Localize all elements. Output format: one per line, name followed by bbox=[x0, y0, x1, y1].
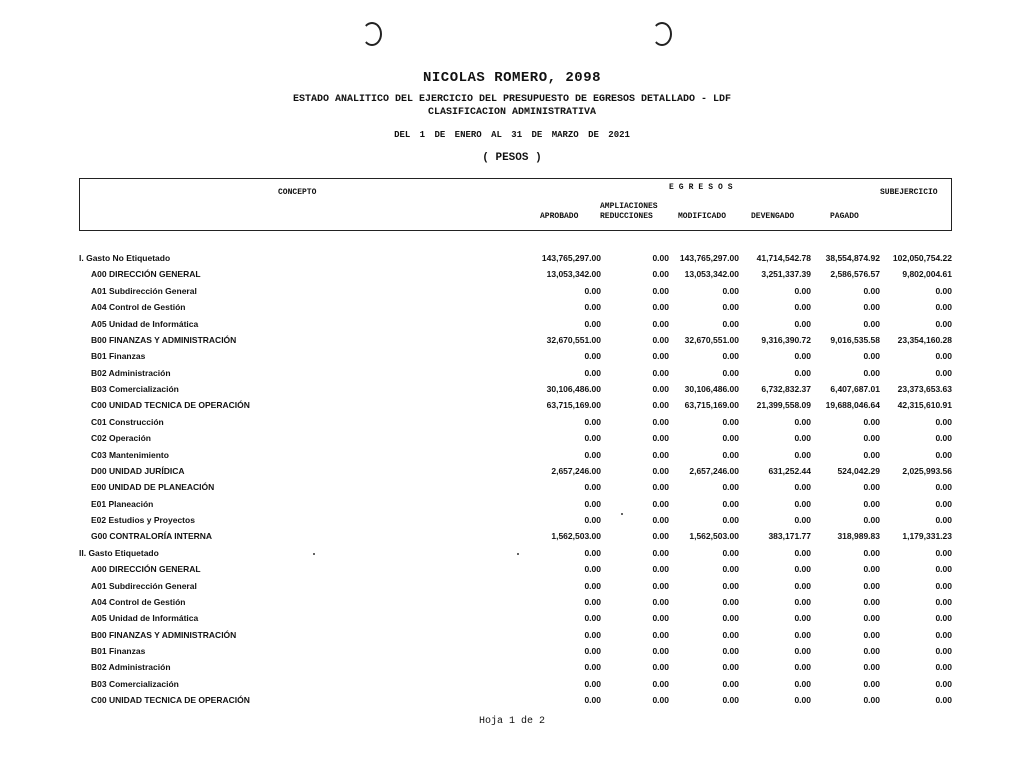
column-header-subejercicio: SUBEJERCICIO bbox=[880, 188, 938, 197]
cell-devengado: 9,316,390.72 bbox=[761, 334, 811, 345]
cell-modificado: 0.00 bbox=[722, 564, 739, 575]
table-row bbox=[0, 266, 1024, 282]
row-concepto: B00 FINANZAS Y ADMINISTRACIÓN bbox=[91, 334, 237, 345]
row-concepto: B00 FINANZAS Y ADMINISTRACIÓN bbox=[91, 629, 237, 640]
cell-ampliaciones-reducciones: 0.00 bbox=[652, 269, 669, 280]
row-concepto: I. Gasto No Etiquetado bbox=[79, 253, 171, 263]
row-concepto: B01 Finanzas bbox=[91, 646, 146, 656]
cell-aprobado: 0.00 bbox=[584, 285, 601, 296]
cell-devengado: 0.00 bbox=[794, 646, 811, 656]
cell-devengado: 0.00 bbox=[794, 351, 811, 362]
cell-modificado: 0.00 bbox=[722, 367, 739, 378]
column-header-concepto: CONCEPTO bbox=[278, 188, 317, 197]
cell-subejercicio: 0.00 bbox=[935, 416, 952, 427]
cell-subejercicio: 0.00 bbox=[935, 498, 952, 509]
cell-pagado: 524,042.29 bbox=[837, 465, 880, 476]
table-row bbox=[0, 545, 1024, 561]
column-group-egresos: EGRESOS bbox=[669, 183, 738, 192]
binder-hole-right bbox=[652, 22, 672, 46]
table-row bbox=[0, 578, 1024, 594]
cell-subejercicio: 0.00 bbox=[935, 302, 952, 313]
table-row bbox=[0, 627, 1024, 643]
cell-devengado: 0.00 bbox=[794, 482, 811, 493]
table-row bbox=[0, 659, 1024, 675]
cell-aprobado: 0.00 bbox=[584, 662, 601, 673]
row-concepto: E02 Estudios y Proyectos bbox=[91, 515, 195, 525]
table-row bbox=[0, 512, 1024, 528]
cell-pagado: 318,989.83 bbox=[837, 531, 880, 542]
cell-subejercicio: 0.00 bbox=[935, 515, 952, 525]
cell-devengado: 41,714,542.78 bbox=[756, 253, 811, 263]
table-row bbox=[0, 594, 1024, 610]
cell-subejercicio: 0.00 bbox=[935, 613, 952, 624]
cell-devengado: 0.00 bbox=[794, 449, 811, 460]
report-period: DEL 1 DE ENERO AL 31 DE MARZO DE 2021 bbox=[394, 130, 630, 140]
table-row bbox=[0, 496, 1024, 512]
cell-aprobado: 0.00 bbox=[584, 646, 601, 656]
page-number: Hoja 1 de 2 bbox=[478, 716, 545, 727]
row-concepto: B03 Comercialización bbox=[91, 384, 179, 394]
table-row bbox=[0, 316, 1024, 332]
row-concepto: A05 Unidad de Informática bbox=[91, 613, 199, 624]
cell-ampliaciones-reducciones: 0.00 bbox=[652, 646, 669, 656]
cell-pagado: 0.00 bbox=[863, 433, 880, 444]
table-row bbox=[0, 676, 1024, 692]
column-header-reducciones: REDUCCIONES bbox=[600, 212, 653, 221]
cell-modificado: 32,670,551.00 bbox=[684, 334, 739, 345]
table-row bbox=[0, 463, 1024, 479]
cell-devengado: 3,251,337.39 bbox=[761, 269, 811, 280]
cell-subejercicio: 0.00 bbox=[935, 433, 952, 444]
cell-modificado: 0.00 bbox=[722, 285, 739, 296]
table-row bbox=[0, 332, 1024, 348]
cell-ampliaciones-reducciones: 0.00 bbox=[652, 531, 669, 542]
row-concepto: B02 Administración bbox=[91, 367, 171, 378]
cell-pagado: 0.00 bbox=[863, 302, 880, 313]
cell-ampliaciones-reducciones: 0.00 bbox=[652, 498, 669, 509]
cell-aprobado: 0.00 bbox=[584, 629, 601, 640]
cell-ampliaciones-reducciones: 0.00 bbox=[652, 564, 669, 575]
cell-pagado: 0.00 bbox=[863, 285, 880, 296]
cell-ampliaciones-reducciones: 0.00 bbox=[652, 416, 669, 427]
cell-aprobado: 1,562,503.00 bbox=[551, 531, 601, 542]
row-concepto: B02 Administración bbox=[91, 662, 171, 673]
cell-modificado: 0.00 bbox=[722, 498, 739, 509]
cell-devengado: 0.00 bbox=[794, 367, 811, 378]
cell-subejercicio: 0.00 bbox=[935, 596, 952, 607]
cell-modificado: 13,053,342.00 bbox=[684, 269, 739, 280]
row-concepto: C03 Mantenimiento bbox=[91, 449, 169, 460]
cell-pagado: 0.00 bbox=[863, 318, 880, 329]
cell-ampliaciones-reducciones: 0.00 bbox=[652, 515, 669, 525]
cell-subejercicio: 1,179,331.23 bbox=[902, 531, 952, 542]
cell-aprobado: 0.00 bbox=[584, 547, 601, 558]
cell-aprobado: 0.00 bbox=[584, 302, 601, 313]
cell-modificado: 2,657,246.00 bbox=[689, 465, 739, 476]
cell-devengado: 0.00 bbox=[794, 564, 811, 575]
cell-aprobado: 63,715,169.00 bbox=[546, 400, 601, 411]
cell-pagado: 0.00 bbox=[863, 482, 880, 493]
table-row bbox=[0, 643, 1024, 659]
cell-pagado: 0.00 bbox=[863, 613, 880, 624]
cell-ampliaciones-reducciones: 0.00 bbox=[652, 596, 669, 607]
table-row bbox=[0, 692, 1024, 708]
cell-pagado: 6,407,687.01 bbox=[830, 384, 880, 394]
table-row bbox=[0, 610, 1024, 626]
cell-modificado: 0.00 bbox=[722, 482, 739, 493]
cell-pagado: 0.00 bbox=[863, 646, 880, 656]
cell-pagado: 0.00 bbox=[863, 596, 880, 607]
cell-aprobado: 0.00 bbox=[584, 416, 601, 427]
cell-subejercicio: 0.00 bbox=[935, 662, 952, 673]
cell-devengado: 0.00 bbox=[794, 433, 811, 444]
cell-subejercicio: 42,315,610.91 bbox=[897, 400, 952, 411]
cell-devengado: 0.00 bbox=[794, 596, 811, 607]
report-subtitle: CLASIFICACION ADMINISTRATIVA bbox=[427, 107, 597, 118]
cell-pagado: 0.00 bbox=[863, 662, 880, 673]
scan-speck bbox=[517, 553, 519, 555]
cell-ampliaciones-reducciones: 0.00 bbox=[652, 318, 669, 329]
scan-speck bbox=[621, 513, 623, 515]
cell-ampliaciones-reducciones: 0.00 bbox=[652, 465, 669, 476]
cell-aprobado: 0.00 bbox=[584, 367, 601, 378]
cell-modificado: 143,765,297.00 bbox=[679, 253, 739, 263]
cell-modificado: 0.00 bbox=[722, 302, 739, 313]
row-concepto: E01 Planeación bbox=[91, 498, 154, 509]
table-row bbox=[0, 479, 1024, 495]
cell-ampliaciones-reducciones: 0.00 bbox=[652, 285, 669, 296]
row-concepto: A01 Subdirección General bbox=[91, 580, 197, 591]
cell-aprobado: 0.00 bbox=[584, 318, 601, 329]
cell-ampliaciones-reducciones: 0.00 bbox=[652, 400, 669, 411]
cell-modificado: 0.00 bbox=[722, 695, 739, 706]
cell-devengado: 0.00 bbox=[794, 285, 811, 296]
cell-modificado: 0.00 bbox=[722, 613, 739, 624]
cell-pagado: 19,688,046.64 bbox=[825, 400, 880, 411]
cell-pagado: 0.00 bbox=[863, 498, 880, 509]
currency-label: ( PESOS ) bbox=[482, 152, 542, 164]
cell-ampliaciones-reducciones: 0.00 bbox=[652, 367, 669, 378]
cell-pagado: 0.00 bbox=[863, 416, 880, 427]
cell-aprobado: 0.00 bbox=[584, 580, 601, 591]
cell-aprobado: 0.00 bbox=[584, 613, 601, 624]
cell-subejercicio: 0.00 bbox=[935, 367, 952, 378]
column-header-aprobado: APROBADO bbox=[540, 212, 579, 221]
table-row bbox=[0, 397, 1024, 413]
cell-modificado: 0.00 bbox=[722, 662, 739, 673]
cell-pagado: 9,016,535.58 bbox=[830, 334, 880, 345]
report-title: ESTADO ANALITICO DEL EJERCICIO DEL PRESUPUESTO DE EGRESOS DETALLADO - LDF bbox=[292, 94, 732, 105]
row-concepto: A01 Subdirección General bbox=[91, 285, 197, 296]
table-row bbox=[0, 561, 1024, 577]
cell-subejercicio: 2,025,993.56 bbox=[902, 465, 952, 476]
row-concepto: C00 UNIDAD TECNICA DE OPERACIÓN bbox=[91, 400, 250, 411]
cell-modificado: 0.00 bbox=[722, 547, 739, 558]
table-row bbox=[0, 430, 1024, 446]
cell-devengado: 0.00 bbox=[794, 416, 811, 427]
cell-modificado: 0.00 bbox=[722, 629, 739, 640]
cell-modificado: 0.00 bbox=[722, 433, 739, 444]
row-concepto: C00 UNIDAD TECNICA DE OPERACIÓN bbox=[91, 695, 250, 706]
table-row bbox=[0, 365, 1024, 381]
table-row bbox=[0, 348, 1024, 364]
table-body bbox=[0, 250, 1024, 709]
cell-modificado: 0.00 bbox=[722, 351, 739, 362]
cell-subejercicio: 0.00 bbox=[935, 646, 952, 656]
cell-devengado: 0.00 bbox=[794, 302, 811, 313]
table-row bbox=[0, 381, 1024, 397]
table-row bbox=[0, 283, 1024, 299]
row-concepto: A00 DIRECCIÓN GENERAL bbox=[91, 269, 201, 280]
cell-pagado: 0.00 bbox=[863, 367, 880, 378]
cell-devengado: 0.00 bbox=[794, 613, 811, 624]
scan-speck bbox=[313, 553, 315, 555]
cell-pagado: 0.00 bbox=[863, 351, 880, 362]
cell-pagado: 0.00 bbox=[863, 449, 880, 460]
cell-ampliaciones-reducciones: 0.00 bbox=[652, 580, 669, 591]
cell-pagado: 0.00 bbox=[863, 564, 880, 575]
cell-subejercicio: 0.00 bbox=[935, 580, 952, 591]
row-concepto: C01 Construcción bbox=[91, 416, 164, 427]
row-concepto: II. Gasto Etiquetado bbox=[79, 547, 159, 558]
cell-devengado: 0.00 bbox=[794, 515, 811, 525]
cell-aprobado: 143,765,297.00 bbox=[541, 253, 601, 263]
cell-devengado: 0.00 bbox=[794, 318, 811, 329]
cell-aprobado: 0.00 bbox=[584, 596, 601, 607]
cell-ampliaciones-reducciones: 0.00 bbox=[652, 613, 669, 624]
cell-subejercicio: 0.00 bbox=[935, 695, 952, 706]
cell-subejercicio: 0.00 bbox=[935, 482, 952, 493]
cell-ampliaciones-reducciones: 0.00 bbox=[652, 433, 669, 444]
cell-subejercicio: 0.00 bbox=[935, 678, 952, 689]
cell-aprobado: 0.00 bbox=[584, 515, 601, 525]
cell-modificado: 0.00 bbox=[722, 515, 739, 525]
row-concepto: C02 Operación bbox=[91, 433, 151, 444]
cell-ampliaciones-reducciones: 0.00 bbox=[652, 351, 669, 362]
cell-ampliaciones-reducciones: 0.00 bbox=[652, 547, 669, 558]
row-concepto: A05 Unidad de Informática bbox=[91, 318, 199, 329]
cell-modificado: 0.00 bbox=[722, 596, 739, 607]
cell-pagado: 0.00 bbox=[863, 678, 880, 689]
cell-pagado: 0.00 bbox=[863, 547, 880, 558]
cell-aprobado: 0.00 bbox=[584, 433, 601, 444]
table-row bbox=[0, 250, 1024, 266]
cell-devengado: 631,252.44 bbox=[768, 465, 811, 476]
cell-subejercicio: 102,050,754.22 bbox=[892, 253, 952, 263]
cell-aprobado: 30,106,486.00 bbox=[546, 384, 601, 394]
table-row bbox=[0, 414, 1024, 430]
cell-modificado: 30,106,486.00 bbox=[684, 384, 739, 394]
cell-aprobado: 0.00 bbox=[584, 564, 601, 575]
cell-subejercicio: 0.00 bbox=[935, 629, 952, 640]
table-header bbox=[79, 178, 952, 231]
cell-subejercicio: 0.00 bbox=[935, 547, 952, 558]
cell-subejercicio: 23,354,160.28 bbox=[897, 334, 952, 345]
table-row bbox=[0, 528, 1024, 544]
cell-aprobado: 0.00 bbox=[584, 678, 601, 689]
cell-ampliaciones-reducciones: 0.00 bbox=[652, 482, 669, 493]
cell-subejercicio: 9,802,004.61 bbox=[902, 269, 952, 280]
table-row bbox=[0, 299, 1024, 315]
row-concepto: G00 CONTRALORÍA INTERNA bbox=[91, 531, 213, 542]
cell-aprobado: 32,670,551.00 bbox=[546, 334, 601, 345]
binder-hole-left bbox=[362, 22, 382, 46]
column-header-devengado: DEVENGADO bbox=[751, 212, 795, 221]
cell-pagado: 0.00 bbox=[863, 695, 880, 706]
cell-ampliaciones-reducciones: 0.00 bbox=[652, 629, 669, 640]
cell-modificado: 0.00 bbox=[722, 449, 739, 460]
cell-aprobado: 0.00 bbox=[584, 351, 601, 362]
cell-ampliaciones-reducciones: 0.00 bbox=[652, 384, 669, 394]
column-header-pagado: PAGADO bbox=[830, 212, 859, 221]
cell-subejercicio: 0.00 bbox=[935, 564, 952, 575]
cell-ampliaciones-reducciones: 0.00 bbox=[652, 449, 669, 460]
cell-ampliaciones-reducciones: 0.00 bbox=[652, 253, 669, 263]
cell-aprobado: 0.00 bbox=[584, 498, 601, 509]
row-concepto: A00 DIRECCIÓN GENERAL bbox=[91, 564, 201, 575]
cell-aprobado: 13,053,342.00 bbox=[546, 269, 601, 280]
column-header-ampliaciones: AMPLIACIONES bbox=[600, 202, 658, 211]
cell-subejercicio: 23,373,653.63 bbox=[897, 384, 952, 394]
cell-aprobado: 0.00 bbox=[584, 695, 601, 706]
cell-modificado: 1,562,503.00 bbox=[689, 531, 739, 542]
cell-modificado: 0.00 bbox=[722, 416, 739, 427]
cell-devengado: 383,171.77 bbox=[768, 531, 811, 542]
cell-modificado: 0.00 bbox=[722, 646, 739, 656]
cell-ampliaciones-reducciones: 0.00 bbox=[652, 662, 669, 673]
cell-modificado: 0.00 bbox=[722, 580, 739, 591]
cell-subejercicio: 0.00 bbox=[935, 285, 952, 296]
cell-devengado: 0.00 bbox=[794, 695, 811, 706]
cell-devengado: 0.00 bbox=[794, 678, 811, 689]
cell-subejercicio: 0.00 bbox=[935, 318, 952, 329]
row-concepto: B03 Comercialización bbox=[91, 678, 179, 689]
cell-pagado: 2,586,576.57 bbox=[830, 269, 880, 280]
cell-aprobado: 2,657,246.00 bbox=[551, 465, 601, 476]
organization-name: NICOLAS ROMERO, 2098 bbox=[422, 70, 602, 86]
cell-modificado: 0.00 bbox=[722, 678, 739, 689]
cell-ampliaciones-reducciones: 0.00 bbox=[652, 302, 669, 313]
column-header-modificado: MODIFICADO bbox=[678, 212, 727, 221]
cell-modificado: 0.00 bbox=[722, 318, 739, 329]
row-concepto: E00 UNIDAD DE PLANEACIÓN bbox=[91, 482, 215, 493]
cell-devengado: 0.00 bbox=[794, 629, 811, 640]
cell-ampliaciones-reducciones: 0.00 bbox=[652, 334, 669, 345]
cell-devengado: 21,399,558.09 bbox=[756, 400, 811, 411]
cell-pagado: 38,554,874.92 bbox=[825, 253, 880, 263]
cell-ampliaciones-reducciones: 0.00 bbox=[652, 695, 669, 706]
row-concepto: A04 Control de Gestión bbox=[91, 302, 186, 313]
cell-aprobado: 0.00 bbox=[584, 482, 601, 493]
cell-subejercicio: 0.00 bbox=[935, 351, 952, 362]
cell-ampliaciones-reducciones: 0.00 bbox=[652, 678, 669, 689]
cell-devengado: 0.00 bbox=[794, 580, 811, 591]
cell-subejercicio: 0.00 bbox=[935, 449, 952, 460]
cell-devengado: 6,732,832.37 bbox=[761, 384, 811, 394]
cell-modificado: 63,715,169.00 bbox=[684, 400, 739, 411]
cell-devengado: 0.00 bbox=[794, 498, 811, 509]
row-concepto: B01 Finanzas bbox=[91, 351, 146, 362]
table-row bbox=[0, 447, 1024, 463]
row-concepto: D00 UNIDAD JURÍDICA bbox=[91, 465, 185, 476]
cell-aprobado: 0.00 bbox=[584, 449, 601, 460]
cell-pagado: 0.00 bbox=[863, 629, 880, 640]
cell-pagado: 0.00 bbox=[863, 515, 880, 525]
cell-devengado: 0.00 bbox=[794, 662, 811, 673]
cell-devengado: 0.00 bbox=[794, 547, 811, 558]
cell-pagado: 0.00 bbox=[863, 580, 880, 591]
row-concepto: A04 Control de Gestión bbox=[91, 596, 186, 607]
